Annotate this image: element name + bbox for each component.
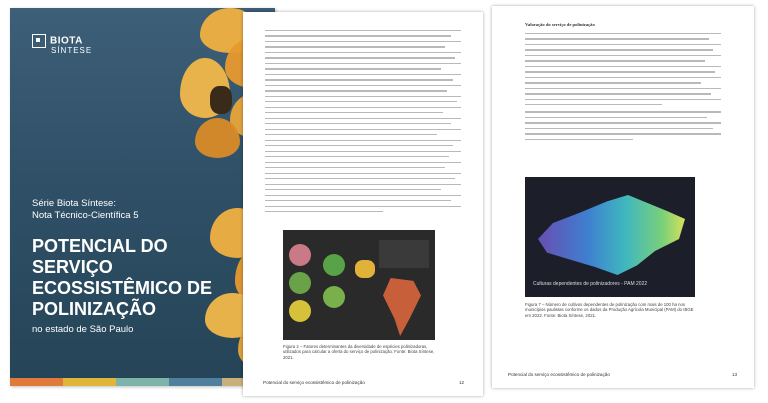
series-label [32,198,139,222]
footer-title: Potencial do serviço ecossistêmico de polinização [508,372,610,377]
figure-7-map [525,177,695,297]
body-text [525,33,721,144]
biota-sintese-logo [32,34,92,55]
figure-7-caption: Figura 7 – Número de cultivos dependentes de polinização com mais de 100 ha nos municípios paulistas conforme os dados da Produção Agrícola Municipal (PAM) do IBGE em 2022. Fonte: Biota Síntese, 2021. [525,302,694,318]
map-thumbnail [355,260,375,278]
map-thumbnail [289,300,311,322]
map-label: Culturas dependentes de polinizadores - PAM 2022 [533,281,648,287]
south-america-map [383,278,421,336]
map-thumbnail [323,254,345,276]
flower-petal [195,118,240,158]
series-line1: Série Biota Síntese: [32,198,116,209]
page-12 [243,12,483,396]
logo-line2: SÍNTESE [51,46,93,55]
map-thumbnail [289,272,311,294]
color-stripe [10,378,275,386]
page-number: 13 [732,372,738,377]
figure-2-caption: Figura 2 – Fatores determinantes da diversidade de espécies polinizadoras, utilizados para calcular a oferta do serviço de polinização. Fonte: Biota Síntese, 2021. [283,344,435,360]
page-13 [492,6,754,388]
legend-box [379,240,429,268]
section-title: Valoração do serviço de polinização [525,22,595,27]
cover-title: POTENCIAL DO SERVIÇO ECOSSISTÊMICO DE POLINIZAÇÃO [32,236,213,319]
bee-icon [210,86,232,114]
map-thumbnail [323,286,345,308]
figure-2 [283,230,435,340]
report-cover [10,8,275,386]
page-number: 12 [459,380,465,385]
map-thumbnail [289,244,311,266]
cover-subtitle: no estado de São Paulo [32,324,134,335]
series-line2: Nota Técnico-Científica 5 [32,210,139,221]
body-text [265,30,461,216]
logo-line1: BIOTA [50,35,83,47]
footer-title: Potencial do serviço ecossistêmico de polinização [263,380,365,385]
sao-paulo-state-map [535,195,685,275]
